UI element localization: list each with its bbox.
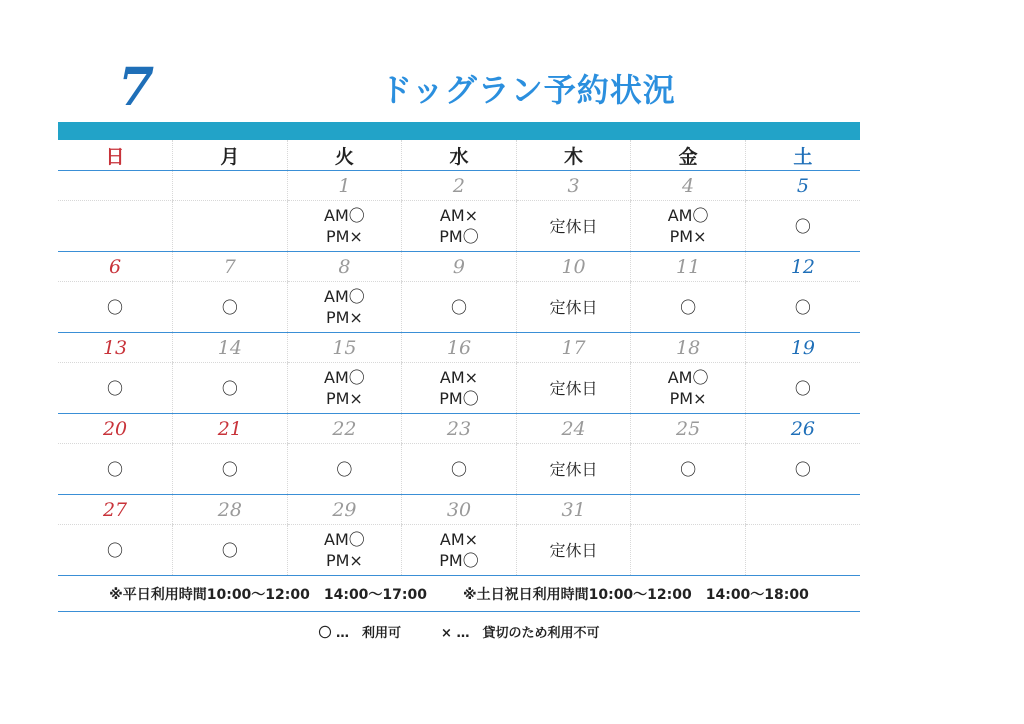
status-text: 〇 bbox=[221, 540, 238, 560]
status-text: AM〇 bbox=[667, 368, 709, 387]
status-text: 〇 bbox=[794, 459, 811, 479]
header-bar bbox=[58, 122, 860, 140]
date-cell: 16 bbox=[402, 333, 517, 363]
legend-available: 〇 … 利用可 bbox=[318, 625, 402, 641]
date-cell: 29 bbox=[287, 495, 402, 525]
status-text: PM× bbox=[325, 551, 363, 570]
date-cell: 18 bbox=[631, 333, 746, 363]
status-text: 〇 bbox=[794, 378, 811, 398]
date-cell: 17 bbox=[516, 333, 631, 363]
status-cell bbox=[516, 444, 631, 495]
status-text: PM× bbox=[325, 308, 363, 327]
status-text: 〇 bbox=[450, 297, 467, 317]
status-row bbox=[58, 363, 860, 414]
date-cell: 7 bbox=[173, 252, 288, 282]
date-cell: 22 bbox=[287, 414, 402, 444]
status-text: PM〇 bbox=[439, 389, 479, 408]
status-cell bbox=[516, 525, 631, 576]
status-cell bbox=[173, 363, 288, 414]
date-cell: 23 bbox=[402, 414, 517, 444]
date-cell bbox=[631, 495, 746, 525]
status-cell bbox=[631, 363, 746, 414]
status-text: 〇 bbox=[794, 216, 811, 236]
status-text: AM〇 bbox=[324, 287, 365, 306]
status-text: AM× bbox=[439, 530, 479, 549]
status-cell bbox=[631, 282, 746, 333]
date-cell: 11 bbox=[631, 252, 746, 282]
status-text: 定休日 bbox=[549, 297, 598, 317]
status-cell bbox=[516, 282, 631, 333]
status-cell bbox=[402, 201, 517, 252]
date-row bbox=[58, 495, 860, 525]
weekday-wed: 水 bbox=[402, 140, 517, 171]
status-text: PM× bbox=[325, 389, 363, 408]
calendar-table bbox=[58, 140, 860, 576]
weekday-thu: 木 bbox=[516, 140, 631, 171]
status-cell bbox=[631, 525, 746, 576]
status-text: PM× bbox=[325, 227, 363, 246]
status-text: 〇 bbox=[107, 540, 124, 560]
status-text: PM〇 bbox=[439, 551, 479, 570]
date-cell: 24 bbox=[516, 414, 631, 444]
status-cell bbox=[402, 282, 517, 333]
date-cell: 13 bbox=[58, 333, 173, 363]
status-text: 〇 bbox=[680, 459, 697, 479]
date-cell: 30 bbox=[402, 495, 517, 525]
status-row bbox=[58, 201, 860, 252]
date-cell: 20 bbox=[58, 414, 173, 444]
status-cell bbox=[287, 363, 402, 414]
status-text: AM× bbox=[439, 206, 479, 225]
date-cell: 2 bbox=[402, 171, 517, 201]
month-number: 7 bbox=[118, 57, 155, 118]
weekend-hours: ※土日祝日利用時間10:00～12:00 14:00～18:00 bbox=[463, 587, 809, 603]
date-cell: 6 bbox=[58, 252, 173, 282]
status-text: 〇 bbox=[107, 297, 124, 317]
status-text: 〇 bbox=[336, 459, 353, 479]
status-row bbox=[58, 282, 860, 333]
status-cell bbox=[631, 444, 746, 495]
weekday-fri: 金 bbox=[631, 140, 746, 171]
status-text: PM〇 bbox=[439, 227, 479, 246]
weekday-sun: 日 bbox=[58, 140, 173, 171]
date-cell: 28 bbox=[173, 495, 288, 525]
weekday-mon: 月 bbox=[173, 140, 288, 171]
status-text: 〇 bbox=[107, 378, 124, 398]
status-cell bbox=[402, 363, 517, 414]
status-cell bbox=[745, 444, 860, 495]
status-text: AM〇 bbox=[667, 206, 709, 225]
date-row bbox=[58, 171, 860, 201]
status-cell bbox=[287, 525, 402, 576]
date-cell: 4 bbox=[631, 171, 746, 201]
status-row bbox=[58, 525, 860, 576]
status-text: AM〇 bbox=[324, 530, 365, 549]
legend bbox=[58, 620, 860, 642]
status-cell bbox=[58, 363, 173, 414]
status-text: 定休日 bbox=[549, 378, 598, 398]
date-cell: 25 bbox=[631, 414, 746, 444]
status-text: AM〇 bbox=[324, 206, 365, 225]
date-cell: 10 bbox=[516, 252, 631, 282]
status-cell bbox=[516, 201, 631, 252]
status-text: AM〇 bbox=[324, 368, 365, 387]
status-cell bbox=[58, 282, 173, 333]
date-cell: 31 bbox=[516, 495, 631, 525]
status-cell bbox=[745, 282, 860, 333]
hours-note bbox=[58, 577, 860, 612]
status-cell bbox=[58, 444, 173, 495]
status-text: AM× bbox=[439, 368, 479, 387]
weekday-header-row bbox=[58, 140, 860, 171]
date-cell: 27 bbox=[58, 495, 173, 525]
date-cell: 3 bbox=[516, 171, 631, 201]
status-cell bbox=[173, 444, 288, 495]
page-title: ドッグラン予約状況 bbox=[380, 71, 676, 109]
status-row bbox=[58, 444, 860, 495]
status-cell bbox=[745, 201, 860, 252]
weekday-sat: 土 bbox=[745, 140, 860, 171]
status-text: 〇 bbox=[221, 297, 238, 317]
status-cell bbox=[287, 282, 402, 333]
status-cell bbox=[287, 444, 402, 495]
date-cell: 19 bbox=[745, 333, 860, 363]
status-text: 〇 bbox=[680, 297, 697, 317]
status-cell bbox=[173, 282, 288, 333]
date-row bbox=[58, 333, 860, 363]
status-cell bbox=[631, 201, 746, 252]
date-cell: 26 bbox=[745, 414, 860, 444]
status-cell bbox=[287, 201, 402, 252]
weekday-hours: ※平日利用時間10:00～12:00 14:00～17:00 bbox=[109, 587, 427, 603]
status-text: 〇 bbox=[450, 459, 467, 479]
status-text: PM× bbox=[669, 389, 707, 408]
status-cell bbox=[402, 444, 517, 495]
date-cell: 8 bbox=[287, 252, 402, 282]
status-text: 定休日 bbox=[549, 216, 598, 236]
date-cell: 12 bbox=[745, 252, 860, 282]
date-cell bbox=[745, 495, 860, 525]
status-cell bbox=[58, 525, 173, 576]
date-cell: 15 bbox=[287, 333, 402, 363]
status-text: 〇 bbox=[221, 459, 238, 479]
status-text: 〇 bbox=[107, 459, 124, 479]
status-cell bbox=[516, 363, 631, 414]
status-text: 〇 bbox=[794, 297, 811, 317]
status-cell bbox=[402, 525, 517, 576]
weekday-tue: 火 bbox=[287, 140, 402, 171]
status-cell bbox=[745, 525, 860, 576]
legend-reserved: × … 貸切のため利用不可 bbox=[441, 625, 600, 641]
status-cell bbox=[58, 201, 173, 252]
date-cell: 14 bbox=[173, 333, 288, 363]
status-cell bbox=[745, 363, 860, 414]
date-row bbox=[58, 252, 860, 282]
date-cell: 21 bbox=[173, 414, 288, 444]
status-text: 定休日 bbox=[549, 459, 598, 479]
date-cell bbox=[58, 171, 173, 201]
status-text: 定休日 bbox=[549, 540, 598, 560]
date-cell: 5 bbox=[745, 171, 860, 201]
date-cell: 9 bbox=[402, 252, 517, 282]
status-text: 〇 bbox=[221, 378, 238, 398]
status-cell bbox=[173, 525, 288, 576]
date-row bbox=[58, 414, 860, 444]
date-cell: 1 bbox=[287, 171, 402, 201]
status-text: PM× bbox=[669, 227, 707, 246]
status-cell bbox=[173, 201, 288, 252]
date-cell bbox=[173, 171, 288, 201]
